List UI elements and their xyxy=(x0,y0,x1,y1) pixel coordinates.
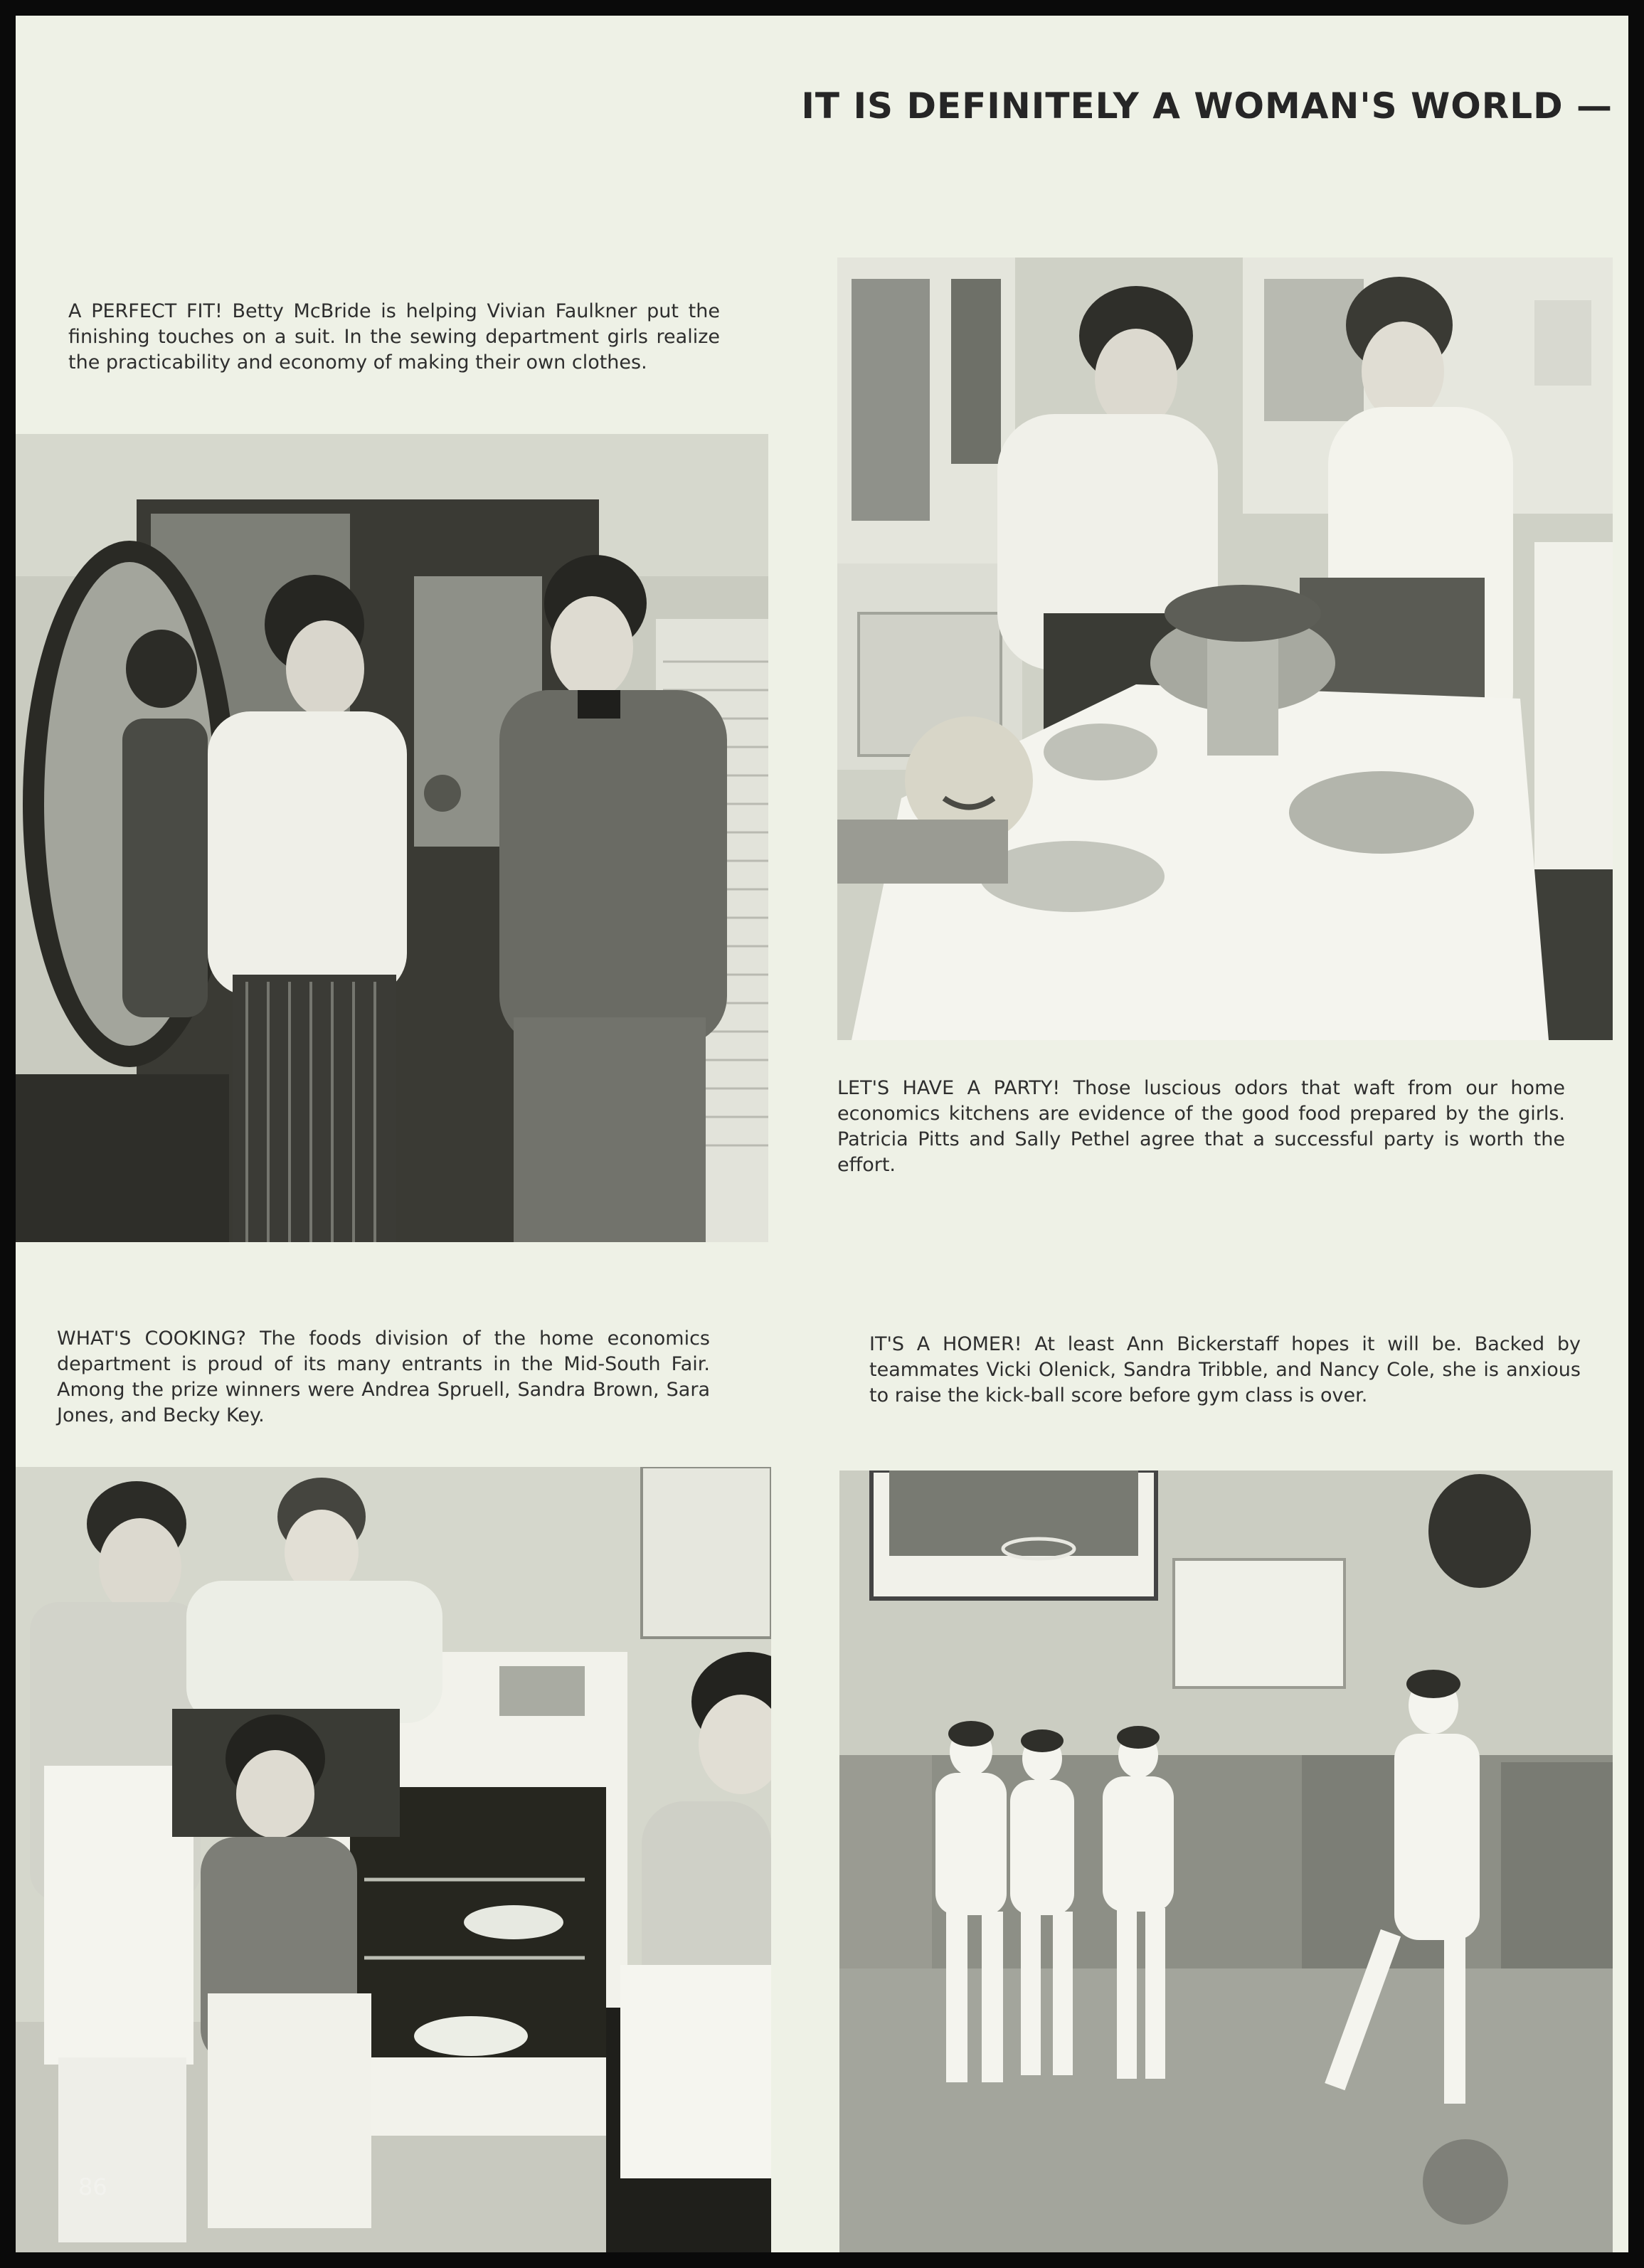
caption-party-text: Those luscious odors that waft from our home economics kitchens are evidence of the good food prepared by the girls. Patricia Pitts and Sally Pethel agree that a successful party is worth the effort. xyxy=(837,1077,1565,1176)
photo-gym xyxy=(839,1471,1613,2252)
caption-cooking-lead: WHAT'S COOKING? xyxy=(57,1328,246,1350)
caption-sewing-lead: A PERFECT FIT! xyxy=(68,300,223,322)
yearbook-page xyxy=(16,16,1628,2252)
page-title: IT IS DEFINITELY A WOMAN'S WORLD — xyxy=(801,85,1613,127)
caption-party-lead: LET'S HAVE A PARTY! xyxy=(837,1077,1061,1099)
caption-party xyxy=(837,1076,1565,1178)
caption-homer-text: At least Ann Bickerstaff hopes it will be. Backed by teammates Vicki Olenick, Sandra Tribble, and Nancy Cole, she is anxious to raise the kick-ball score before gym class is over. xyxy=(869,1333,1581,1406)
caption-sewing xyxy=(68,299,720,376)
caption-cooking-text: The foods division of the home economics department is proud of its many entrants in the Mid-South Fair. Among the prize winners were Andrea Spruell, Sandra Brown, Sara Jones, and Becky Key. xyxy=(57,1328,710,1426)
caption-homer-lead: IT'S A HOMER! xyxy=(869,1333,1022,1355)
photo-party xyxy=(837,258,1613,1040)
photo-sewing xyxy=(16,434,768,1242)
caption-sewing-text: Betty McBride is helping Vivian Faulkner put the finishing touches on a suit. In the sewing department girls realize the practicability and economy of making their own clothes. xyxy=(68,300,720,373)
page-number: 86 xyxy=(78,2173,107,2200)
caption-homer xyxy=(869,1332,1581,1409)
photo-cooking xyxy=(16,1467,771,2252)
caption-cooking xyxy=(57,1326,710,1429)
